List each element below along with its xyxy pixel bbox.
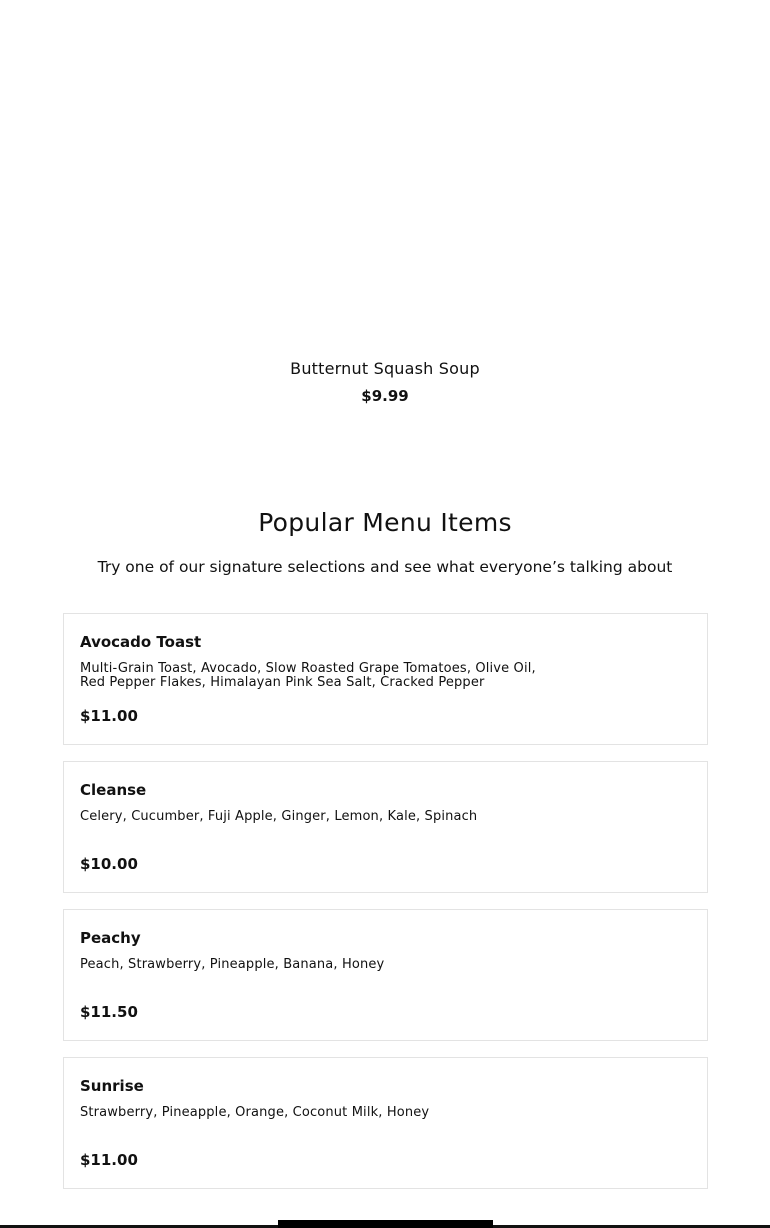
menu-item-price: $11.00 (80, 1151, 138, 1169)
menu-item-card[interactable] (63, 1057, 708, 1189)
bottom-bar (278, 1220, 493, 1228)
featured-item-price: $9.99 (361, 387, 409, 405)
menu-item-card[interactable] (63, 909, 708, 1041)
section-title: Popular Menu Items (258, 508, 512, 537)
featured-item-name[interactable]: Butternut Squash Soup (290, 359, 480, 378)
menu-item-card[interactable] (63, 761, 708, 893)
menu-item-description-line: Multi-Grain Toast, Avocado, Slow Roasted Grape Tomatoes, Olive Oil, (80, 661, 536, 676)
menu-item-name: Cleanse (80, 781, 147, 799)
menu-item-card[interactable] (63, 613, 708, 745)
menu-item-description (80, 662, 550, 690)
menu-item-price: $11.50 (80, 1003, 138, 1021)
menu-item-description-line: Red Pepper Flakes, Himalayan Pink Sea Salt, Cracked Pepper (80, 675, 485, 690)
menu-item-description (80, 810, 550, 824)
popular-menu-list (63, 613, 708, 1205)
menu-item-description (80, 1106, 550, 1120)
menu-item-price: $11.00 (80, 707, 138, 725)
menu-item-description (80, 958, 550, 972)
featured-item-image[interactable] (0, 0, 770, 340)
menu-item-description-line: Peach, Strawberry, Pineapple, Banana, Honey (80, 957, 385, 972)
menu-item-name: Avocado Toast (80, 633, 202, 651)
menu-item-price: $10.00 (80, 855, 138, 873)
menu-item-description-line: Strawberry, Pineapple, Orange, Coconut Milk, Honey (80, 1105, 430, 1120)
section-subtitle: Try one of our signature selections and see what everyone’s talking about (97, 558, 673, 576)
menu-item-name: Peachy (80, 929, 141, 947)
menu-item-description-line: Celery, Cucumber, Fuji Apple, Ginger, Lemon, Kale, Spinach (80, 809, 478, 824)
menu-item-name: Sunrise (80, 1077, 144, 1095)
